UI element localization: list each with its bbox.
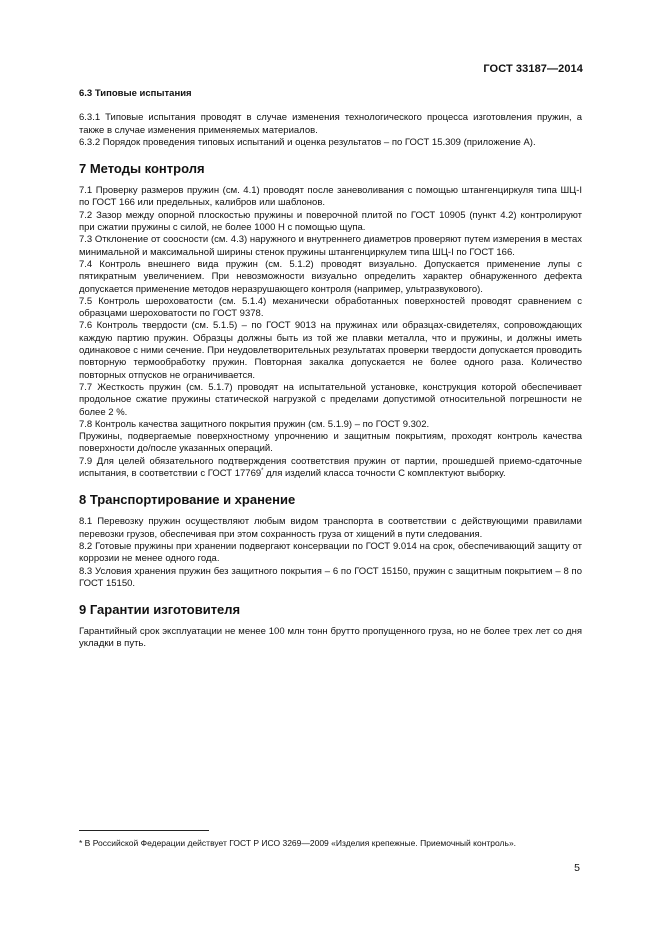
section-8-heading: 8 Транспортирование и хранение <box>79 492 296 508</box>
paragraph-8-3: 8.3 Условия хранения пружин без защитного покрытия – 6 по ГОСТ 15150, пружин с защитным покрытием – 8 по ГОСТ 15150. <box>79 565 582 589</box>
paragraph-7-9-text-a: 7.9 Для целей обязательного подтверждения соответствия пружин от партии, прошедшей приемо-сдаточные испытания, в соответствии с ГОСТ 17769 <box>79 455 582 480</box>
paragraph-8-2: 8.2 Готовые пружины при хранении подвергают консервации по ГОСТ 9.014 на срок, обеспечивающий защиту от коррозии не менее одного года. <box>79 540 582 565</box>
paragraph-7-8-note: Пружины, подвергаемые поверхностному упрочнению и защитным покрытиям, проходят контроль качества поверхности до/после указанных операций. <box>79 431 582 455</box>
paragraph-7-9-text-b: для изделий класса точности С комплектуют выборку. <box>263 468 506 480</box>
page-number: 5 <box>574 862 580 874</box>
paragraph-7-2: 7.2 Зазор между опорной плоскостью пружины и поверочной плитой по ГОСТ 10905 (пункт 4.2) контролируют при сжатии пружины с силой, не более 1000 Н с помощью щупа. <box>79 209 582 234</box>
paragraph-6-3-1: 6.3.1 Типовые испытания проводят в случае изменения технологического процесса изготовления пружин, а также в случае изменения применяемых материалов. <box>79 112 582 136</box>
footnote-marker: * <box>261 467 264 474</box>
section-7-heading: 7 Методы контроля <box>79 161 205 177</box>
standard-number: ГОСТ 33187—2014 <box>483 63 583 75</box>
paragraph-8-1: 8.1 Перевозку пружин осуществляют любым видом транспорта в соответствии с действующими правилами перевозки грузов, обеспечивая при этом сохранность груза от хищений в пути следования. <box>79 516 582 540</box>
paragraph-7-7: 7.7 Жесткость пружин (см. 5.1.7) проводят на испытательной установке, конструкция которой обеспечивает продольное сжатие пружины статической нагрузкой с пределами допустимой относительной погрешности не более 2 %. <box>79 381 582 418</box>
paragraph-7-4: 7.4 Контроль внешнего вида пружин (см. 5.1.2) проводят визуально. Допускается применение лупы с пятикратным увеличением. При невозможности визуально определить характер обнаруженного дефекта допускается применение методов неразрушающего контроля (например, ультразвукового). <box>79 258 582 295</box>
paragraph-7-8: 7.8 Контроль качества защитного покрытия пружин (см. 5.1.9) – по ГОСТ 9.302. <box>79 418 430 430</box>
paragraph-7-5: 7.5 Контроль шероховатости (см. 5.1.4) механически обработанных поверхностей проводят сравнением с образцами шероховатости по ГОСТ 9378. <box>79 295 582 320</box>
main-content <box>79 88 582 651</box>
paragraph-7-9 <box>79 456 582 481</box>
paragraph-6-3-2: 6.3.2 Порядок проведения типовых испытаний и оценка результатов – по ГОСТ 15.309 (приложение А). <box>79 136 536 148</box>
paragraph-9-1: Гарантийный срок эксплуатации не менее 100 млн тонн брутто пропущенного груза, но не более трех лет со дня укладки в путь. <box>79 626 582 650</box>
paragraph-7-6: 7.6 Контроль твердости (см. 5.1.5) – по ГОСТ 9013 на пружинах или образцах-свидетелях, сопровождающих каждую партию пружин. Образцы должны быть из той же плавки металла, что и пружины, и должны иметь одинаковое с ними сечение. При неудовлетворительных результатах проверки твердости допускается проводить повторную термообработку пружин. Повторная закалка допускается не более одного раза. Количество повторных отпусков не ограничивается. <box>79 320 582 381</box>
paragraph-7-1: 7.1 Проверку размеров пружин (см. 4.1) проводят после заневоливания с помощью штангенциркуля типа ШЦ-I по ГОСТ 166 или предельных, калибров или шаблонов. <box>79 185 582 209</box>
section-6-3-heading: 6.3 Типовые испытания <box>79 88 192 99</box>
footnote: * В Российской Федерации действует ГОСТ Р ИСО 3269—2009 «Изделия крепежные. Приемочный контроль». <box>79 838 517 848</box>
section-9-heading: 9 Гарантии изготовителя <box>79 602 241 618</box>
paragraph-7-3: 7.3 Отклонение от соосности (см. 4.3) наружного и внутреннего диаметров проверяют путем измерения в местах минимальной и максимальной ширины стенок пружины штангенциркулем типа ШЦ-I по ГОСТ 166. <box>79 234 582 258</box>
footnote-divider <box>79 830 209 831</box>
